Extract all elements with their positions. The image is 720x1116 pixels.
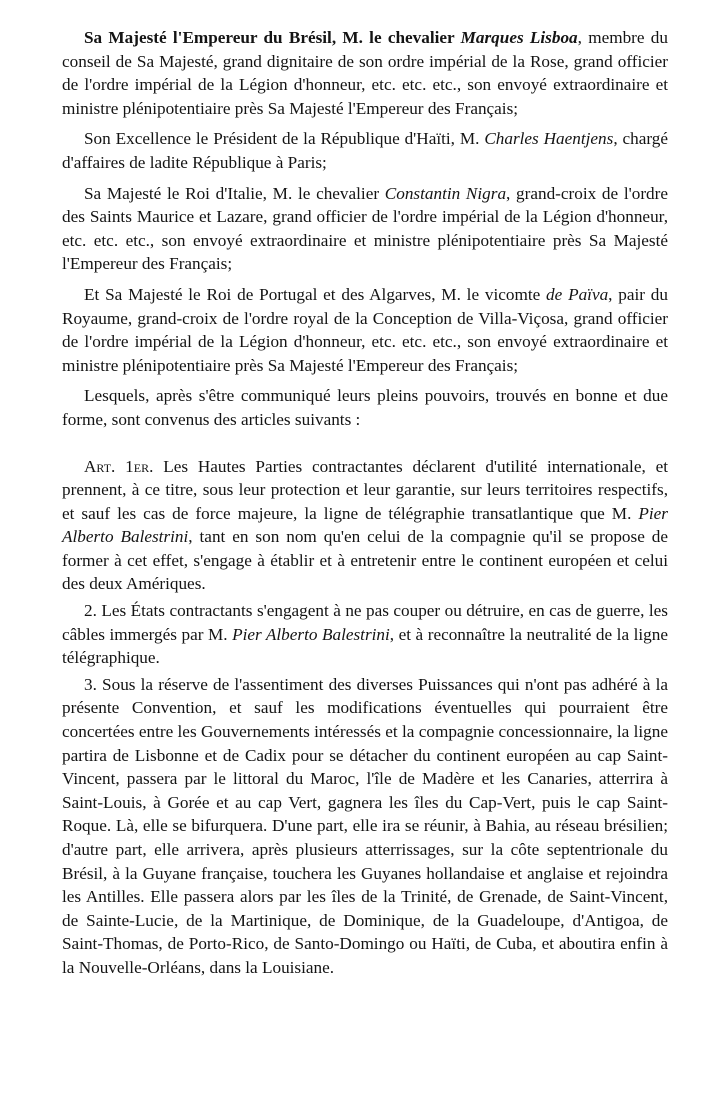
italy-envoy-name: Constantin Nigra [384, 183, 507, 203]
paragraph-full-powers: Lesquels, après s'être communiqué leurs pleins pouvoirs, trouvés en bonne et due forme, sont convenus des articles suivants : [62, 386, 668, 429]
document-page [62, 26, 668, 980]
paragraph-italy-plenipotentiary [62, 182, 668, 276]
italy-intro-text: Sa Majesté le Roi d'Italie, M. le chevalier [84, 183, 385, 203]
portugal-envoy-name: de Païva [546, 284, 609, 304]
paragraph-portugal-plenipotentiary [62, 283, 668, 377]
paragraph-brazil-plenipotentiary [62, 26, 668, 120]
article-1-text-b: , tant en son nom qu'en celui de la compagnie qu'il se propose de former à cet effet, s'engage à établir et à entretenir entre le continent européen et celui des deux Amériques. [62, 527, 668, 594]
article-2-text-b: , et à reconnaître la neutralité de la ligne télégraphique. [62, 624, 668, 668]
portugal-titles-text: , pair du Royaume, grand-croix de l'ordre royal de la Conception de Villa-Viçosa, grand officier de l'ordre impérial de la Légion d'honneur, etc. etc. etc., son envoyé extraordinaire et ministre plénipotentiaire près Sa Majesté l'Empereur des Français; [62, 284, 668, 375]
portugal-intro-text: Et Sa Majesté le Roi de Portugal et des Algarves, M. le vicomte [84, 284, 547, 304]
article-2 [62, 599, 668, 670]
haiti-intro-text: Son Excellence le Président de la République d'Haïti, M. [84, 129, 485, 149]
article-3: 3. Sous la réserve de l'assentiment des diverses Puissances qui n'ont pas adhéré à la présente Convention, et sauf les modifications éventuelles qui pourraient être concertées entre les Gouvernements intéressés et la compagnie concessionnaire, la ligne partira de Lisbonne et de Cadix pour se détacher du continent européen au cap Saint-Vincent, passera par le littoral du Maroc, l'île de Madère et les Canaries, atterrira à Saint-Louis, à Gorée et au cap Vert, gagnera les îles du Cap-Vert, puis le cap Saint-Roque. Là, elle se bifurquera. D'une part, elle ira se réunir, à Bahia, au réseau brésilien; d'autre part, elle arrivera, après plusieurs atterrissages, sur la côte septentrionale du Brésil, à la Guyane française, touchera les Guyanes hollandaise et anglaise et rejoindra les Antilles. Elle passera alors par les îles de la Trinité, de Grenade, de Saint-Vincent, de Sainte-Lucie, de la Martinique, de Dominique, de la Guadeloupe, d'Antigoa, de Saint-Thomas, de Porto-Rico, de Santo-Domingo ou Haïti, de Cuba, et aboutira enfin à la Nouvelle-Orléans, dans la Louisiane. [62, 674, 668, 977]
brazil-envoy-name: Marques Lisboa [460, 28, 578, 47]
paragraph-haiti-plenipotentiary [62, 127, 668, 174]
haiti-titles-text: , chargé d'affaires de ladite République à Paris; [62, 129, 669, 172]
article-1-promoter-name: Pier Alberto Balestrini [62, 503, 668, 547]
article-1 [62, 455, 668, 597]
italy-titles-text: , grand-croix de l'ordre des Saints Maurice et Lazare, grand officier de l'ordre impérial de la Légion d'honneur, etc. etc. etc., son envoyé extraordinaire et ministre plénipotentiaire près Sa Majesté l'Empereur des Français; [62, 183, 669, 274]
brazil-titles-text: , membre du conseil de Sa Majesté, grand dignitaire de son ordre impérial de la Rose, grand officier de l'ordre impérial de la Légion d'honneur, etc. etc. etc., son envoyé extraordinaire et ministre plénipotentiaire près Sa Majesté l'Empereur des Français; [62, 28, 668, 118]
haiti-envoy-name: Charles Haentjens [484, 129, 614, 149]
article-1-label: Art. 1er. [84, 456, 154, 476]
article-2-promoter-name: Pier Alberto Balestrini [232, 624, 390, 644]
brazil-intro-text: Sa Majesté l'Empereur du Brésil, M. le chevalier [84, 28, 461, 47]
article-1-text-a: Les Hautes Parties contractantes déclarent d'utilité internationale, et prennent, à ce titre, sous leur protection et leur garantie, sur leurs territoires respectifs, et sauf les cas de force majeure, la ligne de télégraphie transatlantique que M. [62, 456, 668, 523]
article-2-text-a: 2. Les États contractants s'engagent à ne pas couper ou détruire, en cas de guerre, les câbles immergés par M. [62, 601, 668, 644]
